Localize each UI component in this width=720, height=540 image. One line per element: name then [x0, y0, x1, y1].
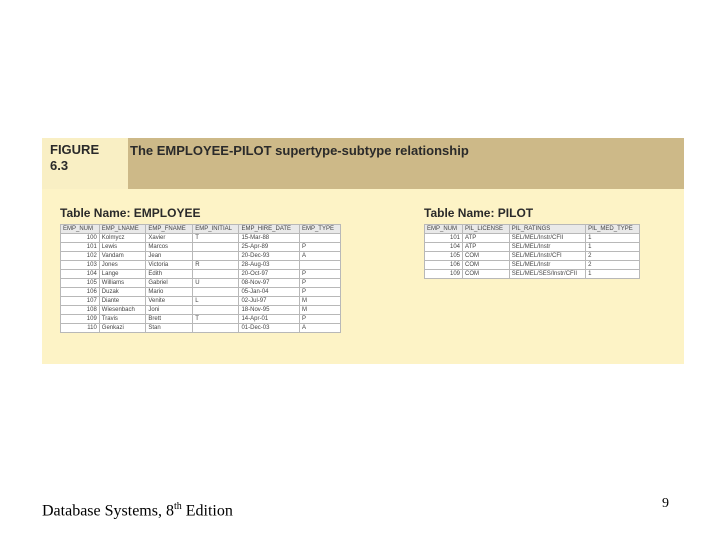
figure-number: 6.3: [50, 158, 69, 173]
table-cell: R: [193, 261, 239, 270]
table-cell: Williams: [99, 279, 146, 288]
column-header: PIL_RATINGS: [509, 225, 585, 234]
table-cell: [193, 306, 239, 315]
table-cell: [299, 261, 340, 270]
table-cell: [193, 243, 239, 252]
table-cell: [299, 234, 340, 243]
table-row: [61, 324, 341, 333]
table-cell: Diante: [99, 297, 146, 306]
table-cell: M: [299, 297, 340, 306]
column-header: EMP_LNAME: [99, 225, 146, 234]
table-cell: 100: [61, 234, 100, 243]
table-cell: Venite: [146, 297, 193, 306]
table-cell: 104: [425, 243, 463, 252]
table-row: [61, 306, 341, 315]
figure-header: [42, 138, 684, 189]
table-cell: SEL/MEL/Instr: [509, 243, 585, 252]
table-cell: 02-Jul-97: [239, 297, 299, 306]
table-cell: Jones: [99, 261, 146, 270]
table-row: [61, 252, 341, 261]
table-row: [61, 270, 341, 279]
table-cell: 107: [61, 297, 100, 306]
column-header: PIL_MED_TYPE: [586, 225, 640, 234]
table-cell: Vandam: [99, 252, 146, 261]
table-cell: T: [193, 315, 239, 324]
table-cell: COM: [463, 270, 510, 279]
table-cell: 08-Nov-97: [239, 279, 299, 288]
table-row: [61, 288, 341, 297]
table-cell: 110: [61, 324, 100, 333]
table-cell: Jean: [146, 252, 193, 261]
column-header: EMP_TYPE: [299, 225, 340, 234]
column-header: EMP_INITIAL: [193, 225, 239, 234]
table-cell: COM: [463, 252, 510, 261]
pilot-table-name: Table Name: PILOT: [424, 206, 534, 220]
employee-table: [60, 224, 341, 333]
table-row: [425, 252, 640, 261]
table-cell: 2: [586, 261, 640, 270]
figure-badge: [42, 138, 128, 189]
table-cell: 103: [61, 261, 100, 270]
table-cell: 28-Aug-03: [239, 261, 299, 270]
table-cell: SEL/MEL/Instr: [509, 261, 585, 270]
table-cell: 15-Mar-88: [239, 234, 299, 243]
table-cell: 108: [61, 306, 100, 315]
footer-text: [42, 497, 233, 521]
table-row: [425, 243, 640, 252]
table-cell: 101: [61, 243, 100, 252]
table-cell: 2: [586, 252, 640, 261]
table-cell: 104: [61, 270, 100, 279]
column-header: EMP_NUM: [425, 225, 463, 234]
table-cell: SEL/MEL/SES/Instr/CFII: [509, 270, 585, 279]
table-cell: COM: [463, 261, 510, 270]
table-cell: Mario: [146, 288, 193, 297]
table-row: [61, 261, 341, 270]
table-cell: 109: [425, 270, 463, 279]
table-row: [61, 279, 341, 288]
table-cell: Duzak: [99, 288, 146, 297]
table-row: [61, 243, 341, 252]
table-cell: 05-Jan-04: [239, 288, 299, 297]
table-cell: [193, 324, 239, 333]
footer-title: Database Systems, 8: [42, 502, 174, 520]
table-cell: 101: [425, 234, 463, 243]
table-row: [61, 315, 341, 324]
figure-title: The EMPLOYEE-PILOT supertype-subtype relationship: [130, 143, 469, 158]
table-cell: 105: [425, 252, 463, 261]
table-cell: Wiesenbach: [99, 306, 146, 315]
table-cell: Lange: [99, 270, 146, 279]
table-cell: A: [299, 324, 340, 333]
table-row: [61, 297, 341, 306]
table-cell: P: [299, 279, 340, 288]
table-cell: 20-Dec-93: [239, 252, 299, 261]
figure-label: FIGURE: [50, 142, 100, 157]
table-cell: Xavier: [146, 234, 193, 243]
table-cell: 106: [425, 261, 463, 270]
table-row: [425, 270, 640, 279]
figure-panel: [42, 138, 684, 364]
table-cell: Brett: [146, 315, 193, 324]
table-cell: U: [193, 279, 239, 288]
table-cell: [193, 270, 239, 279]
table-cell: 102: [61, 252, 100, 261]
table-cell: 20-Oct-97: [239, 270, 299, 279]
table-cell: L: [193, 297, 239, 306]
table-cell: [193, 252, 239, 261]
table-cell: 1: [586, 270, 640, 279]
table-cell: 25-Apr-89: [239, 243, 299, 252]
table-cell: A: [299, 252, 340, 261]
table-cell: 1: [586, 234, 640, 243]
table-cell: P: [299, 243, 340, 252]
table-cell: 105: [61, 279, 100, 288]
table-cell: Joni: [146, 306, 193, 315]
table-cell: 109: [61, 315, 100, 324]
column-header: PIL_LICENSE: [463, 225, 510, 234]
column-header: EMP_FNAME: [146, 225, 193, 234]
employee-header-row: [61, 225, 341, 234]
table-cell: P: [299, 315, 340, 324]
table-cell: 14-Apr-01: [239, 315, 299, 324]
table-cell: Victoria: [146, 261, 193, 270]
employee-table-name: Table Name: EMPLOYEE: [60, 206, 201, 220]
table-cell: Gabriel: [146, 279, 193, 288]
table-cell: 18-Nov-95: [239, 306, 299, 315]
table-cell: [193, 288, 239, 297]
table-cell: Marcos: [146, 243, 193, 252]
table-cell: Lewis: [99, 243, 146, 252]
table-cell: 1: [586, 243, 640, 252]
table-cell: Edith: [146, 270, 193, 279]
table-cell: P: [299, 288, 340, 297]
table-cell: M: [299, 306, 340, 315]
pilot-header-row: [425, 225, 640, 234]
column-header: EMP_NUM: [61, 225, 100, 234]
table-cell: T: [193, 234, 239, 243]
table-cell: SEL/MEL/Instr/CFI: [509, 252, 585, 261]
table-row: [425, 234, 640, 243]
table-cell: Genkazi: [99, 324, 146, 333]
footer-superscript: th: [173, 501, 182, 512]
table-row: [425, 261, 640, 270]
table-cell: SEL/MEL/Instr/CFII: [509, 234, 585, 243]
footer-edition: Edition: [181, 502, 233, 520]
table-cell: 01-Dec-03: [239, 324, 299, 333]
table-cell: ATP: [463, 234, 510, 243]
table-cell: 106: [61, 288, 100, 297]
table-cell: ATP: [463, 243, 510, 252]
table-row: [61, 234, 341, 243]
table-cell: P: [299, 270, 340, 279]
table-cell: Kolmycz: [99, 234, 146, 243]
table-cell: Travis: [99, 315, 146, 324]
column-header: EMP_HIRE_DATE: [239, 225, 299, 234]
page-number: 9: [662, 496, 669, 511]
table-cell: Stan: [146, 324, 193, 333]
pilot-table: [424, 224, 640, 279]
